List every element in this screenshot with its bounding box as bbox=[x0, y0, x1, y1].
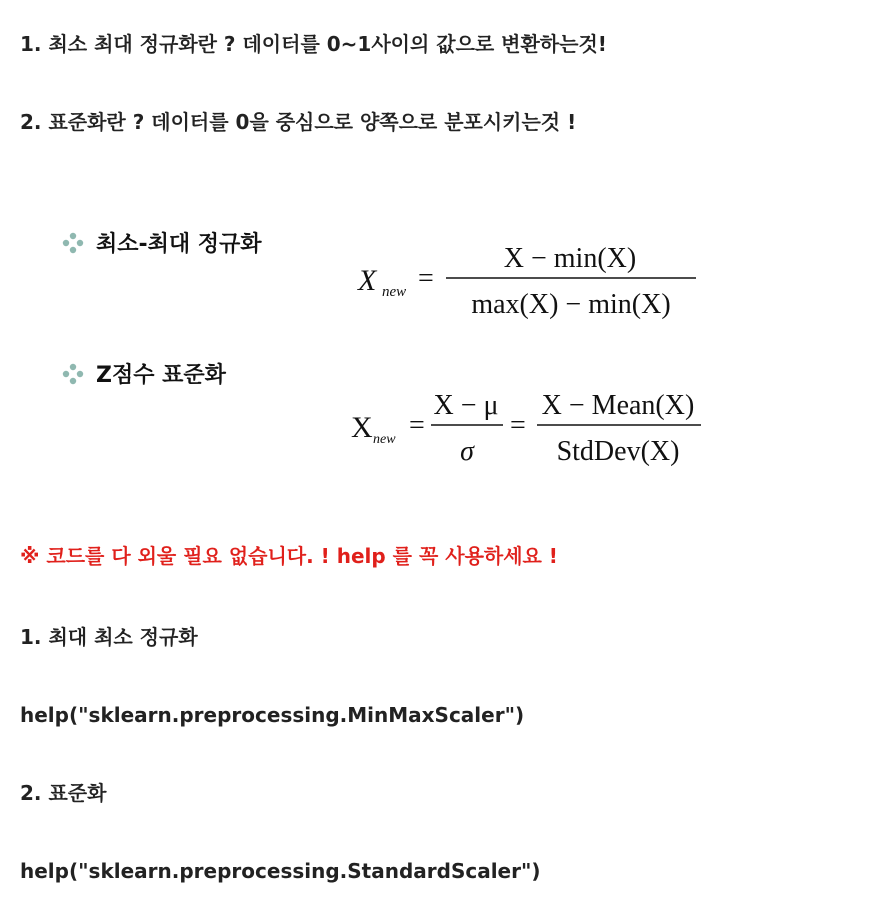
bullet-z-score bbox=[60, 358, 226, 389]
diamond-bullet-icon bbox=[62, 363, 84, 385]
diamond-bullet-icon bbox=[62, 232, 84, 254]
formula2-lhs-sub: new bbox=[373, 432, 396, 447]
formula1-lhs: X bbox=[358, 264, 377, 297]
item1-title: 1. 최대 최소 정규화 bbox=[20, 625, 198, 649]
item1-code: help("sklearn.preprocessing.MinMaxScaler") bbox=[20, 703, 525, 727]
z-score-formula bbox=[345, 380, 715, 475]
standardization-definition: 2. 표준화란 ? 데이터를 0을 중심으로 양쪽으로 분포시키는것 ! bbox=[20, 110, 577, 134]
formula2-frac2-numerator: X − Mean(X) bbox=[541, 390, 695, 421]
formula1-numerator: X − min(X) bbox=[503, 243, 637, 274]
formula1-denominator: max(X) − min(X) bbox=[471, 289, 671, 320]
min-max-formula bbox=[350, 233, 710, 328]
item2-title: 2. 표준화 bbox=[20, 781, 107, 805]
formula-slide bbox=[60, 215, 740, 485]
formula2-frac1-numerator: X − μ bbox=[433, 390, 499, 421]
help-warning: ※ 코드를 다 외울 필요 없습니다. ! help 를 꼭 사용하세요 ! bbox=[20, 544, 558, 568]
formula1-lhs-sub: new bbox=[382, 284, 407, 300]
formula2-equals-1: = bbox=[409, 410, 425, 441]
bullet-min-max-label: 최소-최대 정규화 bbox=[96, 232, 262, 257]
bullet-min-max bbox=[60, 227, 262, 258]
min-max-definition: 1. 최소 최대 정규화란 ? 데이터를 0~1사이의 값으로 변환하는것! bbox=[20, 32, 607, 56]
formula1-equals: = bbox=[418, 263, 434, 294]
bullet-z-score-label: Z점수 표준화 bbox=[96, 363, 226, 388]
formula2-frac1-denominator: σ bbox=[460, 436, 474, 467]
formula2-lhs: X bbox=[351, 411, 373, 444]
item2-code: help("sklearn.preprocessing.StandardScaler") bbox=[20, 859, 541, 883]
formula2-equals-2: = bbox=[510, 410, 526, 441]
formula2-frac2-denominator: StdDev(X) bbox=[556, 436, 680, 467]
